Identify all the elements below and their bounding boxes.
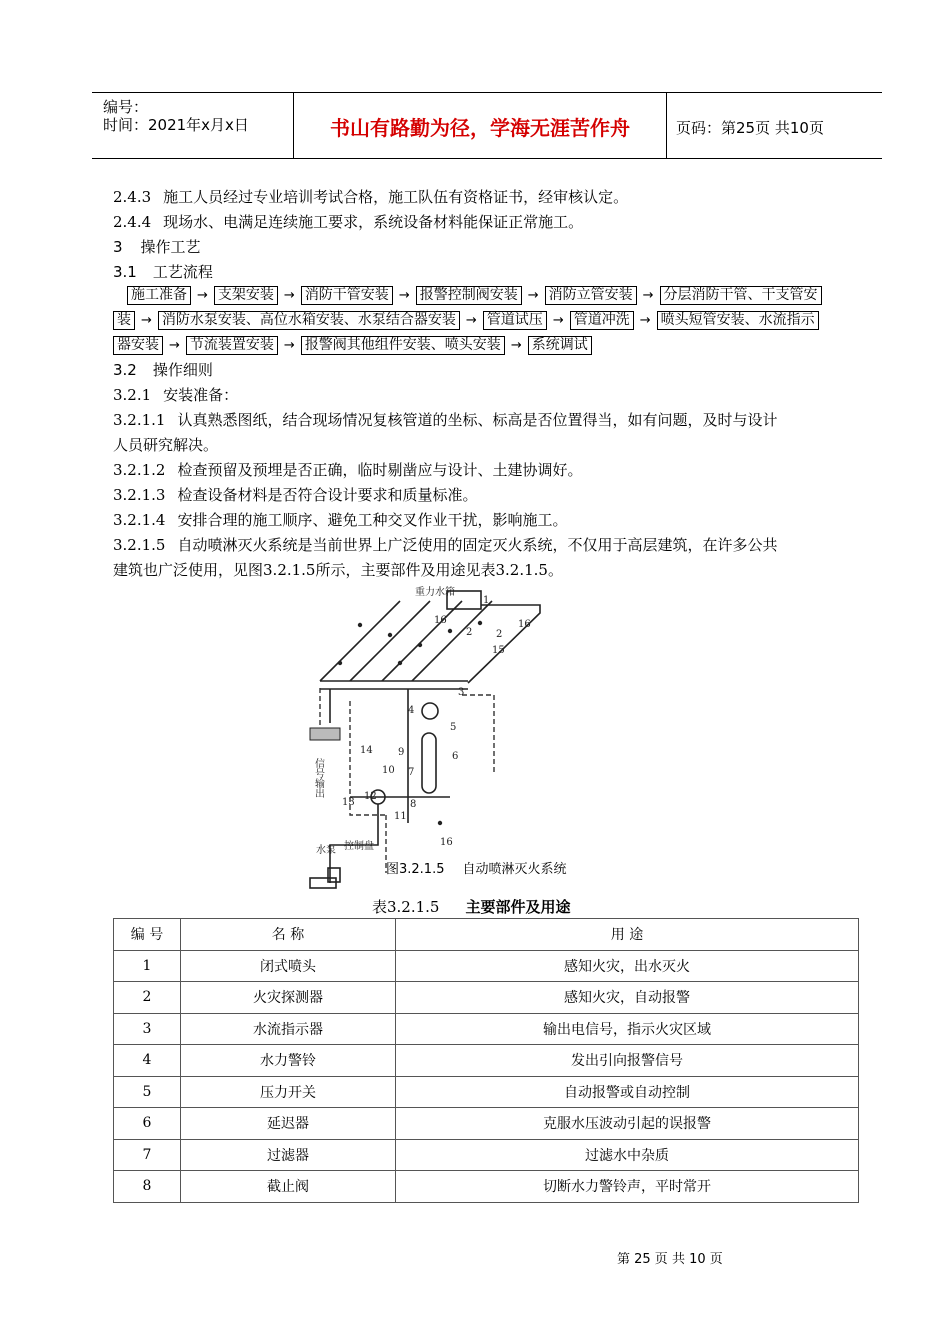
flow-step: 管道冲洗 — [570, 311, 634, 330]
table-row — [114, 1171, 859, 1203]
label-14: 14 — [360, 745, 373, 756]
table-cell: 输出电信号，指示火灾区域 — [396, 1013, 859, 1045]
flow-row-1 — [127, 286, 822, 305]
table-cell: 克服水压波动引起的误报警 — [396, 1108, 859, 1140]
table-cell: 截止阀 — [181, 1171, 396, 1203]
detail-line — [113, 410, 778, 430]
branch-pipe — [412, 601, 492, 681]
table-caption-number: 表3.2.1.5 — [372, 898, 440, 916]
detail-line — [113, 510, 568, 530]
detail-line — [113, 535, 778, 555]
section-heading-3 — [113, 237, 201, 257]
sprinkler-head-icon — [448, 629, 452, 633]
header-motto: 书山有路勤为径，学海无涯苦作舟 — [330, 116, 630, 140]
pump-shape — [310, 878, 336, 888]
label-8: 8 — [410, 799, 417, 810]
flow-step: 器安装 — [113, 336, 163, 355]
label-signal-output: 信号输出 — [312, 758, 324, 798]
table-cell: 3 — [114, 1013, 181, 1045]
table-cell: 8 — [114, 1171, 181, 1203]
section-title: 操作工艺 — [140, 238, 201, 256]
table-cell: 延迟器 — [181, 1108, 396, 1140]
table-cell: 过滤器 — [181, 1139, 396, 1171]
label-16: 16 — [440, 837, 453, 848]
detail-line — [113, 485, 478, 505]
parts-table — [113, 918, 859, 1203]
alarm-bell-shape — [422, 703, 438, 719]
detail-text: 人员研究解决。 — [113, 436, 219, 454]
table-cell: 6 — [114, 1108, 181, 1140]
label-2: 2 — [466, 627, 473, 638]
sprinkler-head-icon — [398, 661, 402, 665]
label-gravity-tank: 重力水箱 — [415, 587, 455, 598]
detail-text: 检查预留及预埋是否正确，临时剔凿应与设计、土建协调好。 — [177, 461, 583, 479]
table-row — [114, 1108, 859, 1140]
table-row — [114, 982, 859, 1014]
table-header-row — [114, 919, 859, 951]
section-title: 操作细则 — [152, 361, 213, 379]
column-header: 编 号 — [114, 919, 181, 951]
table-cell: 5 — [114, 1076, 181, 1108]
para-text: 现场水、电满足连续施工要求，系统设备材料能保证正常施工。 — [163, 213, 584, 231]
flow-arrow-icon: → — [465, 313, 477, 328]
flow-step: 报警控制阀安装 — [416, 286, 522, 305]
sprinkler-head-icon — [478, 621, 482, 625]
flow-step: 分层消防干管、干支管安 — [660, 286, 822, 305]
label-2: 2 — [496, 629, 503, 640]
label-16: 16 — [518, 619, 531, 630]
flow-step: 支架安装 — [214, 286, 278, 305]
figure-caption-text: 自动喷淋灭火系统 — [462, 862, 567, 877]
table-cell: 发出引向报警信号 — [396, 1045, 859, 1077]
flow-step: 节流装置安装 — [186, 336, 278, 355]
label-pump: 水泵 — [316, 845, 336, 856]
label-10: 10 — [382, 765, 395, 776]
flow-arrow-icon: → — [510, 338, 522, 353]
label-9: 9 — [398, 747, 405, 758]
page-footer: 第 25 页 共 10 页 — [617, 1252, 723, 1267]
flow-row-3 — [113, 336, 592, 355]
flow-step: 施工准备 — [127, 286, 191, 305]
table-cell: 水力警铃 — [181, 1045, 396, 1077]
detail-text: 安排合理的施工顺序、避免工种交叉作业干扰，影响施工。 — [177, 511, 568, 529]
section-title: 工艺流程 — [152, 263, 213, 281]
flow-arrow-icon: → — [639, 313, 651, 328]
table-row — [114, 950, 859, 982]
section-number: 3 — [113, 238, 123, 256]
table-cell: 闭式喷头 — [181, 950, 396, 982]
flow-arrow-icon: → — [283, 288, 295, 303]
label-13: 13 — [342, 797, 355, 808]
detail-text: 检查设备材料是否符合设计要求和质量标准。 — [177, 486, 478, 504]
column-header: 用 途 — [396, 919, 859, 951]
label-control-panel: 控制盘 — [344, 841, 374, 852]
sprinkler-head-icon — [358, 623, 362, 627]
flow-step: 消防干管安装 — [301, 286, 393, 305]
table-cell: 4 — [114, 1045, 181, 1077]
flow-step: 报警阀其他组件安装、喷头安装 — [301, 336, 505, 355]
detail-line — [113, 460, 583, 480]
table-caption-text: 主要部件及用途 — [465, 898, 571, 916]
sprinkler-head-icon — [338, 661, 342, 665]
label-16: 16 — [434, 615, 447, 626]
flow-arrow-icon: → — [642, 288, 654, 303]
sprinkler-head-icon — [438, 821, 442, 825]
detail-text: 建筑也广泛使用，见图3.2.1.5所示，主要部件及用途见表3.2.1.5。 — [113, 561, 563, 579]
flow-arrow-icon: → — [169, 338, 180, 353]
flow-row-2 — [113, 311, 819, 330]
sprinkler-head-icon — [388, 633, 392, 637]
flow-step: 消防水泵安装、高位水箱安装、水泵结合器安装 — [158, 311, 460, 330]
header-bottom-rule — [92, 158, 882, 159]
table-cell: 压力开关 — [181, 1076, 396, 1108]
flow-step: 喷头短管安装、水流指示 — [657, 311, 819, 330]
table-cell: 火灾探测器 — [181, 982, 396, 1014]
table-cell: 感知火灾，自动报警 — [396, 982, 859, 1014]
column-header: 名 称 — [181, 919, 396, 951]
section-heading-3-2 — [113, 360, 213, 380]
supply-pipe — [468, 605, 540, 683]
flow-arrow-icon: → — [283, 338, 295, 353]
detail-number: 3.2.1.2 — [113, 461, 166, 479]
table-cell: 水流指示器 — [181, 1013, 396, 1045]
paragraph-2-4-3 — [113, 187, 628, 207]
para-number: 2.4.4 — [113, 213, 152, 231]
flow-step: 系统调试 — [528, 336, 592, 355]
detail-text: 自动喷淋灭火系统是当前世界上广泛使用的固定灭火系统，不仅用于高层建筑，在许多公共 — [177, 536, 778, 554]
section-number: 3.1 — [113, 263, 137, 281]
detail-number: 3.2.1 — [113, 386, 152, 404]
label-11: 11 — [394, 811, 407, 822]
table-cell: 过滤水中杂质 — [396, 1139, 859, 1171]
table-cell: 1 — [114, 950, 181, 982]
section-heading-3-1 — [113, 262, 213, 282]
label-15: 15 — [492, 645, 505, 656]
detail-number: 3.2.1.4 — [113, 511, 166, 529]
table-row — [114, 1045, 859, 1077]
label-12: 12 — [364, 791, 377, 802]
table-row — [114, 1076, 859, 1108]
para-text: 施工人员经过专业培训考试合格，施工队伍有资格证书，经审核认定。 — [163, 188, 629, 206]
figure-caption-number: 图3.2.1.5 — [386, 862, 445, 877]
branch-pipe — [350, 601, 430, 681]
branch-pipe — [320, 601, 400, 681]
sprinkler-system-diagram — [290, 583, 550, 893]
detail-text: 认真熟悉图纸，结合现场情况复核管道的坐标、标高是否位置得当，如有问题，及时与设计 — [177, 411, 778, 429]
table-cell: 感知火灾，出水灭火 — [396, 950, 859, 982]
detail-line — [113, 385, 238, 405]
flow-arrow-icon: → — [552, 313, 564, 328]
detail-number: 3.2.1.1 — [113, 411, 166, 429]
header-number: 编号： — [103, 98, 149, 116]
detail-text: 安装准备： — [163, 386, 239, 404]
para-number: 2.4.3 — [113, 188, 152, 206]
label-6: 6 — [452, 751, 459, 762]
header-page-info: 页码：第25页 共10页 — [676, 119, 824, 137]
branch-pipe — [382, 601, 462, 681]
table-cell: 自动报警或自动控制 — [396, 1076, 859, 1108]
paragraph-2-4-4 — [113, 212, 583, 232]
label-7: 7 — [408, 767, 415, 778]
signal-line — [462, 695, 494, 773]
header-time: 时间：2021年x月x日 — [103, 116, 249, 134]
header-top-rule — [92, 92, 882, 93]
figure-caption — [386, 858, 567, 877]
label-4: 4 — [408, 705, 415, 716]
section-number: 3.2 — [113, 361, 137, 379]
table-cell: 切断水力警铃声，平时常开 — [396, 1171, 859, 1203]
flow-step: 消防立管安装 — [545, 286, 637, 305]
flow-arrow-icon: → — [141, 313, 152, 328]
flow-arrow-icon: → — [197, 288, 208, 303]
detail-number: 3.2.1.3 — [113, 486, 166, 504]
table-row — [114, 1139, 859, 1171]
label-5: 5 — [450, 722, 457, 733]
flow-arrow-icon: → — [398, 288, 410, 303]
flow-step: 装 — [113, 311, 135, 330]
label-1: 1 — [483, 595, 490, 606]
detail-line — [113, 560, 563, 580]
label-3: 3 — [458, 687, 465, 698]
table-cell: 7 — [114, 1139, 181, 1171]
flow-arrow-icon: → — [527, 288, 539, 303]
table-row — [114, 1013, 859, 1045]
retard-chamber-shape — [422, 733, 436, 793]
table-cell: 2 — [114, 982, 181, 1014]
signal-box-shape — [310, 728, 340, 740]
flow-step: 管道试压 — [483, 311, 547, 330]
header-divider-right — [666, 92, 667, 158]
sprinkler-head-icon — [418, 643, 422, 647]
table-caption — [372, 896, 571, 917]
detail-line — [113, 435, 218, 455]
detail-number: 3.2.1.5 — [113, 536, 166, 554]
